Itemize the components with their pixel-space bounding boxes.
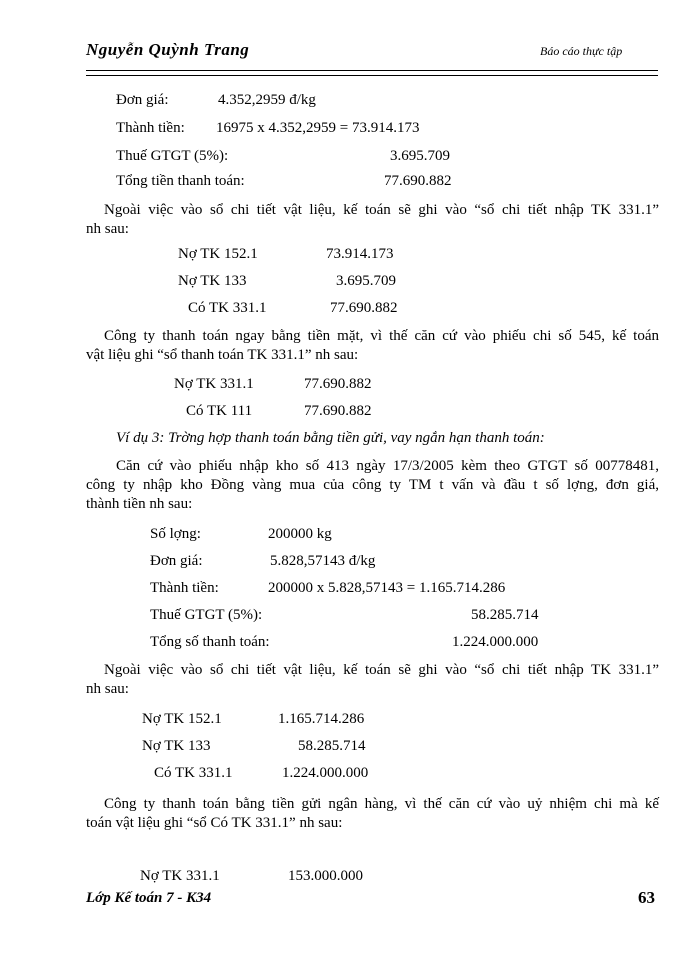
entry3-row2-label: Nợ TK 133 — [142, 738, 211, 754]
thue2-label: Thuế GTGT (5%): — [150, 607, 263, 623]
entry1-row1-label: Nợ TK 152.1 — [178, 246, 258, 262]
entry1-row1-value: 73.914.173 — [326, 246, 394, 262]
dongia2-label: Đơn giá: — [150, 553, 203, 569]
entry3-row3-value: 1.224.000.000 — [282, 765, 369, 781]
entry4-row1-label: Nợ TK 331.1 — [140, 868, 220, 884]
para5-line1: Công ty thanh toán bằng tiền gửi ngân hàng, vì thế căn cứ vào uỷ nhiệm chi mà kế — [104, 796, 659, 812]
thanhtien-value: 16975 x 4.352,2959 = 73.914.173 — [216, 120, 420, 136]
para1-line1: Ngoài việc vào sổ chi tiết vật liệu, kế toán sẽ ghi vào “sổ chi tiết nhập TK 331.1” — [104, 202, 659, 218]
thue-value: 3.695.709 — [390, 148, 450, 164]
para1-line2: nh sau: — [86, 221, 129, 237]
dongia2-value: 5.828,57143 đ/kg — [270, 553, 376, 569]
soluong-label: Số lợng: — [150, 526, 201, 542]
thanhtien2-label: Thành tiền: — [150, 580, 219, 596]
para3-line1: Căn cứ vào phiếu nhập kho số 413 ngày 17/3/2005 kèm theo GTGT số 00778481, — [116, 458, 659, 474]
entry4-row1-value: 153.000.000 — [288, 868, 363, 884]
para2-line1: Công ty thanh toán ngay bằng tiền mặt, vì thế căn cứ vào phiếu chi số 545, kế toán — [104, 328, 659, 344]
entry1-row2-label: Nợ TK 133 — [178, 273, 247, 289]
para2-line2: vật liệu ghi “sổ thanh toán TK 331.1” nh sau: — [86, 347, 359, 363]
thue2-value: 58.285.714 — [471, 607, 539, 623]
header-author: Nguyễn Quỳnh Trang — [86, 40, 250, 59]
entry2-row1-value: 77.690.882 — [304, 376, 372, 392]
entry1-row3-label: Có TK 331.1 — [188, 300, 267, 316]
footer-page-number: 63 — [638, 888, 655, 907]
tong2-value: 1.224.000.000 — [452, 634, 539, 650]
footer-class-name: Lớp Kế toán 7 - K34 — [86, 890, 212, 906]
example3-heading: Ví dụ 3: Trờng hợp thanh toán bằng tiền gửi, vay ngắn hạn thanh toán: — [116, 430, 545, 446]
thanhtien2-value: 200000 x 5.828,57143 = 1.165.714.286 — [268, 580, 506, 596]
para4-line1: Ngoài việc vào sổ chi tiết vật liệu, kế toán sẽ ghi vào “sổ chi tiết nhập TK 331.1” — [104, 662, 659, 678]
header-rule-bottom — [86, 75, 658, 76]
tong2-label: Tổng số thanh toán: — [150, 634, 270, 650]
thue-label: Thuế GTGT (5%): — [116, 148, 229, 164]
entry3-row1-label: Nợ TK 152.1 — [142, 711, 222, 727]
dongia-value: 4.352,2959 đ/kg — [218, 92, 316, 108]
para5-line2: toán vật liệu ghi “sổ Có TK 331.1” nh sau: — [86, 815, 343, 831]
entry1-row2-value: 3.695.709 — [336, 273, 396, 289]
entry3-row2-value: 58.285.714 — [298, 738, 366, 754]
entry2-row2-label: Có TK 111 — [186, 403, 253, 419]
para3-line3: thành tiền nh sau: — [86, 496, 193, 512]
entry3-row3-label: Có TK 331.1 — [154, 765, 233, 781]
dongia-label: Đơn giá: — [116, 92, 169, 108]
header-report-title: Báo cáo thực tập — [540, 44, 623, 58]
entry3-row1-value: 1.165.714.286 — [278, 711, 365, 727]
header-rule-top — [86, 70, 658, 71]
thanhtien-label: Thành tiền: — [116, 120, 185, 136]
entry1-row3-value: 77.690.882 — [330, 300, 398, 316]
para4-line2: nh sau: — [86, 681, 129, 697]
tong-value: 77.690.882 — [384, 173, 452, 189]
tong-label: Tổng tiền thanh toán: — [116, 173, 245, 189]
entry2-row2-value: 77.690.882 — [304, 403, 372, 419]
para3-line2: công ty nhập kho Đồng vàng mua của công ty TM t vấn và đầu t số lợng, đơn giá, — [86, 477, 659, 493]
soluong-value: 200000 kg — [268, 526, 332, 542]
entry2-row1-label: Nợ TK 331.1 — [174, 376, 254, 392]
